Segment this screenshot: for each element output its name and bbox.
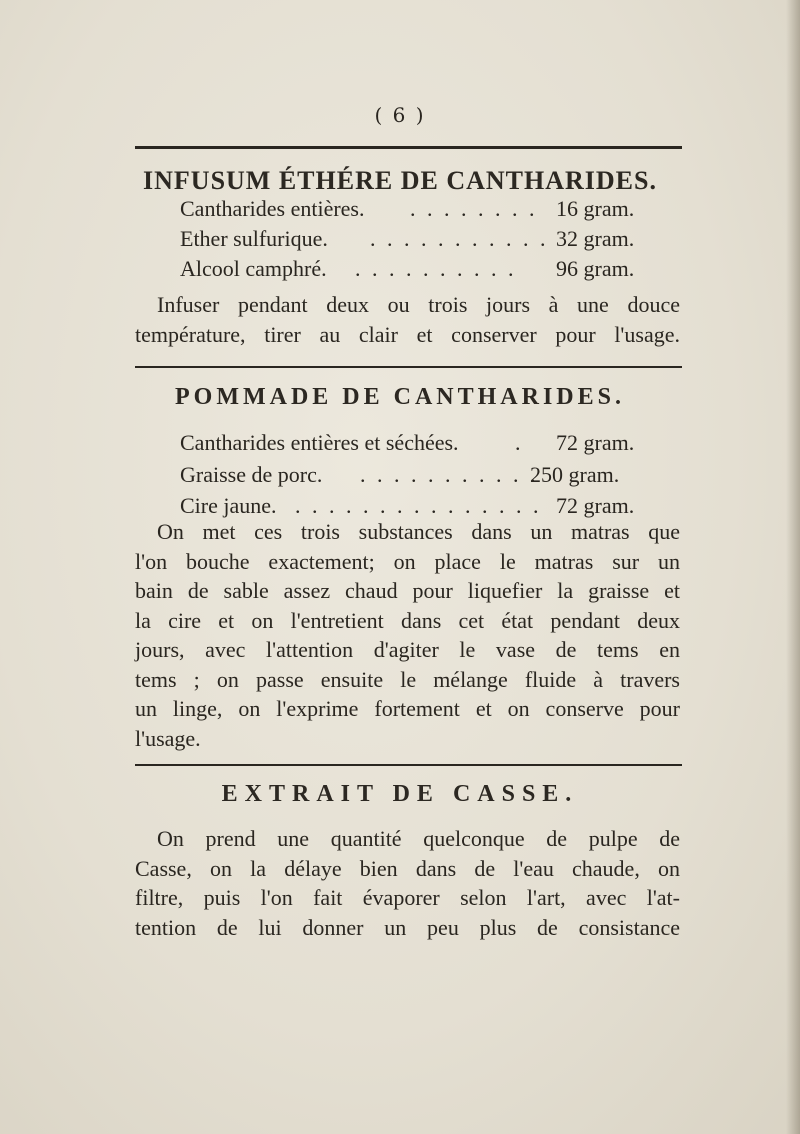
leader-dots: . . . . . . . . . . . [370,226,549,251]
text-line: tention de lui donner un peu plus de consistance [135,914,680,940]
section-rule [135,764,682,766]
text-line: On prend une quantité quelconque de pulpe de [157,826,680,851]
text-line: un linge, on l'exprime fortement et on conserve pour [135,696,680,721]
ingredient-quantity: 72 gram. [556,493,635,518]
ingredient-name: Ether sulfurique. [180,226,328,251]
text-line: Casse, on la délaye bien dans de l'eau chaude, on [135,855,680,881]
text-line: tems ; on passe ensuite le mélange fluide à travers [135,666,680,692]
section-rule [135,366,682,368]
ingredient-row [180,462,680,492]
text-line: bain de sable assez chaud pour liquefier la graisse et [135,578,680,603]
text-line: l'on bouche exactement; on place le matras sur un [135,548,680,574]
text-line: la cire et on l'entretient dans cet état pendant deux [135,607,680,633]
section-title-pommade: POMMADE DE CANTHARIDES. [174,384,625,410]
text-line: l'usage. [135,725,201,751]
header-rule [135,146,682,149]
text-line: filtre, puis l'on fait évaporer selon l'art, avec l'at- [135,885,680,910]
paragraph-infusum [135,290,680,349]
ingredient-row [180,430,680,460]
leader-dots: . [515,430,524,455]
ingredient-name: Cire jaune. [180,493,277,518]
section-title-extrait: EXTRAIT DE CASSE. [221,781,579,807]
paragraph-pommade [135,517,680,753]
page-number: ( 6 ) [374,103,426,127]
text-line: On met ces trois substances dans un matras que [157,519,680,544]
ingredient-quantity: 32 gram. [556,226,635,251]
ingredient-name: Alcool camphré. [180,256,327,281]
leader-dots: . . . . . . . . [410,196,538,221]
text-line: température, tirer au clair et conserver pour l'usage. [135,321,680,347]
paragraph-extrait [135,824,680,942]
text-line: jours, avec l'attention d'agiter le vase de tems en [135,637,680,662]
ingredient-quantity: 72 gram. [556,430,635,455]
ingredient-quantity: 96 gram. [556,256,635,281]
text-line: Infuser pendant deux ou trois jours à une douce [157,292,680,317]
ingredient-quantity: 250 gram. [530,462,620,487]
leader-dots: . . . . . . . . . . . . . . . [295,493,542,518]
ingredient-name: Graisse de porc. [180,462,323,487]
ingredient-row [180,226,680,256]
section-title-infusum: INFUSUM ÉTHÉRE DE CANTHARIDES. [143,166,657,195]
ingredient-name: Cantharides entières et séchées. [180,430,459,455]
ingredient-row [180,256,680,286]
leader-dots: . . . . . . . . . . . [360,462,539,487]
ingredient-name: Cantharides entières. [180,196,365,221]
ingredient-row [180,196,680,226]
ingredient-quantity: 16 gram. [556,196,635,221]
leader-dots: . . . . . . . . . . [355,256,517,281]
